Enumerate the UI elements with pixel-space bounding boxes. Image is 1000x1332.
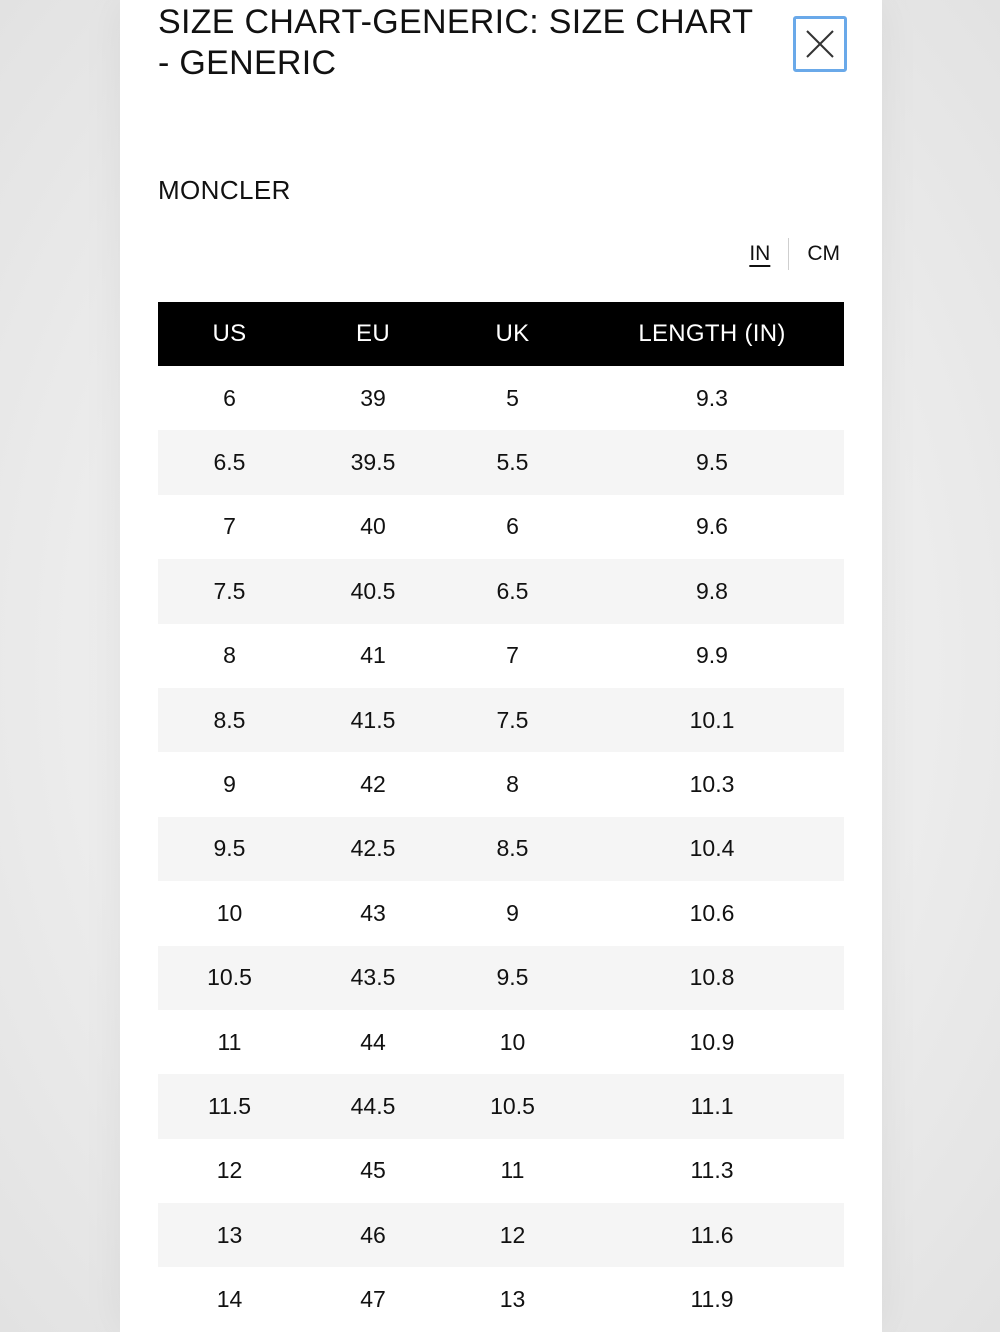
cell-uk: 13 <box>445 1267 580 1331</box>
cell-us: 8.5 <box>158 688 301 752</box>
cell-us: 6.5 <box>158 430 301 494</box>
unit-toggle <box>720 236 844 272</box>
cell-uk: 12 <box>445 1203 580 1267</box>
cell-length: 10.3 <box>580 752 844 816</box>
unit-option-in[interactable]: IN <box>749 242 771 265</box>
cell-uk: 10 <box>445 1010 580 1074</box>
brand-name: MONCLER <box>158 175 291 205</box>
header-us: US <box>158 302 301 366</box>
cell-length: 11.3 <box>580 1139 844 1203</box>
cell-us: 7 <box>158 495 301 559</box>
close-icon <box>805 29 835 59</box>
cell-us: 10 <box>158 881 301 945</box>
table-row <box>158 946 844 1010</box>
table-header-row <box>158 302 844 366</box>
cell-uk: 8 <box>445 752 580 816</box>
cell-eu: 43.5 <box>301 946 445 1010</box>
table-row <box>158 366 844 430</box>
header-uk: UK <box>445 302 580 366</box>
cell-length: 11.9 <box>580 1267 844 1331</box>
table-row <box>158 817 844 881</box>
cell-uk: 10.5 <box>445 1074 580 1138</box>
cell-us: 11 <box>158 1010 301 1074</box>
table-body <box>158 366 844 1332</box>
cell-eu: 41 <box>301 624 445 688</box>
cell-length: 9.8 <box>580 559 844 623</box>
size-chart-modal <box>120 0 882 1332</box>
header-eu: EU <box>301 302 445 366</box>
unit-divider <box>788 238 789 270</box>
cell-length: 10.4 <box>580 817 844 881</box>
cell-us: 7.5 <box>158 559 301 623</box>
cell-eu: 46 <box>301 1203 445 1267</box>
cell-length: 10.8 <box>580 946 844 1010</box>
cell-length: 9.5 <box>580 430 844 494</box>
cell-uk: 8.5 <box>445 817 580 881</box>
cell-length: 10.1 <box>580 688 844 752</box>
cell-uk: 9.5 <box>445 946 580 1010</box>
cell-us: 10.5 <box>158 946 301 1010</box>
cell-uk: 7 <box>445 624 580 688</box>
cell-eu: 41.5 <box>301 688 445 752</box>
table-row <box>158 1203 844 1267</box>
cell-uk: 7.5 <box>445 688 580 752</box>
cell-us: 12 <box>158 1139 301 1203</box>
size-table <box>158 302 844 1332</box>
cell-us: 11.5 <box>158 1074 301 1138</box>
table-row <box>158 1074 844 1138</box>
table-row <box>158 881 844 945</box>
cell-length: 11.6 <box>580 1203 844 1267</box>
cell-eu: 44.5 <box>301 1074 445 1138</box>
table-row <box>158 1010 844 1074</box>
cell-uk: 9 <box>445 881 580 945</box>
cell-uk: 5 <box>445 366 580 430</box>
cell-eu: 42 <box>301 752 445 816</box>
table-row <box>158 624 844 688</box>
cell-length: 9.6 <box>580 495 844 559</box>
cell-length: 10.6 <box>580 881 844 945</box>
table-row <box>158 559 844 623</box>
cell-length: 9.3 <box>580 366 844 430</box>
cell-us: 6 <box>158 366 301 430</box>
cell-length: 11.1 <box>580 1074 844 1138</box>
cell-length: 10.9 <box>580 1010 844 1074</box>
cell-eu: 42.5 <box>301 817 445 881</box>
cell-us: 8 <box>158 624 301 688</box>
unit-option-cm[interactable]: CM <box>807 242 840 265</box>
cell-uk: 5.5 <box>445 430 580 494</box>
table-row <box>158 430 844 494</box>
table-row <box>158 495 844 559</box>
cell-eu: 39.5 <box>301 430 445 494</box>
cell-eu: 39 <box>301 366 445 430</box>
table-row <box>158 752 844 816</box>
modal-title: SIZE CHART-GENERIC: SIZE CHART - GENERIC <box>158 3 753 82</box>
cell-eu: 44 <box>301 1010 445 1074</box>
close-button[interactable] <box>793 16 847 72</box>
cell-eu: 43 <box>301 881 445 945</box>
cell-us: 9 <box>158 752 301 816</box>
table-row <box>158 688 844 752</box>
header-length: LENGTH (IN) <box>580 302 844 366</box>
cell-length: 9.9 <box>580 624 844 688</box>
cell-uk: 11 <box>445 1139 580 1203</box>
table-row <box>158 1139 844 1203</box>
cell-us: 14 <box>158 1267 301 1331</box>
cell-uk: 6.5 <box>445 559 580 623</box>
cell-eu: 47 <box>301 1267 445 1331</box>
cell-eu: 40.5 <box>301 559 445 623</box>
cell-uk: 6 <box>445 495 580 559</box>
table-row <box>158 1267 844 1331</box>
cell-eu: 45 <box>301 1139 445 1203</box>
cell-us: 13 <box>158 1203 301 1267</box>
cell-eu: 40 <box>301 495 445 559</box>
cell-us: 9.5 <box>158 817 301 881</box>
